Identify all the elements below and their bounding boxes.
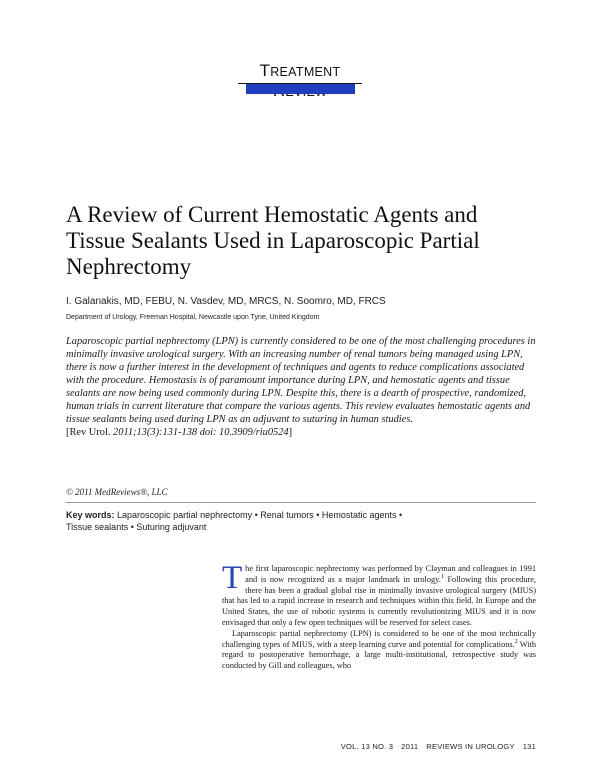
footer-journal: REVIEWS IN UROLOGY [426,742,515,751]
p2-text-b: With regard to postoperative hemorrhage, a large multi-institutional, retrospective study was conducted by Gill and colleagues, who [222,639,537,671]
page-footer [300,742,536,751]
citation-ref: 2011;13(3):131-138 doi: 10.3909/riu0524 [113,427,289,438]
keywords-list: Laparoscopic partial nephrectomy • Renal tumors • Hemostatic agents • Tissue sealants • Suturing adjuvant [66,510,403,532]
body-paragraph-1 [222,560,536,629]
p1-text-a: he first laparoscopic nephrectomy was performed by Clayman and colleagues in 1991 and is now recognized as a major landmark in urology. [245,564,536,584]
section-accent-bar [246,84,355,94]
p1-text-b: Following this procedure, there has been a gradual global rise in minimally invasive urological surgery (MIUS) that has led to a rapid increase in research and techniques within this field. In Europe and the United States, the use of robotic systems is currently revolutionizing MIUS and it is now envisaged that only a few open techniques will be reserved for select cases. [222,574,536,627]
keywords-label: Key words: [66,510,115,520]
abstract-text: Laparoscopic partial nephrectomy (LPN) is currently considered to be one of the most challenging procedures in minimally invasive urological surgery. With an increasing number of renal tumors being managed using LPN, there is now a further interest in the development of techniques and agents to reduce complications associated with the procedure. Hemostasis is of paramount importance during LPN, and hemostatic agents and tissue sealants are now being used commonly during LPN. Despite this, there is a dearth of prospective, randomized, human trials in current literature that compare the various agents. This review evaluates hemostatic agents and tissue sealants being used during LPN as an adjuvant to suturing in human studies. [66,336,536,425]
ref-1: 1 [440,574,444,581]
keywords [66,510,426,533]
ref-2: 2 [514,638,518,645]
article-body [222,560,537,672]
article-authors: I. Galanakis, MD, FEBU, N. Vasdev, MD, MRCS, N. Soomro, MD, FRCS [66,296,386,307]
section-cap-1: T [259,61,271,80]
section-rest-1: REATMENT [270,65,341,79]
page-number: 131 [522,742,536,751]
footer-volume: VOL. 13 NO. 3 [340,742,394,751]
divider [66,502,536,503]
footer-year: 2011 [401,742,419,751]
body-paragraph-2 [222,629,536,672]
section-label [240,61,360,101]
abstract [66,335,536,439]
drop-cap: T [222,560,243,596]
citation-close: ] [288,427,293,438]
citation-open: [Rev Urol. [66,427,114,438]
p2-text-a: Laparoscopic partial nephrectomy (LPN) is considered to be one of the most technically challenging types of MIUS, with a steep learning curve and potential for complications. [222,628,536,649]
copyright: © 2011 MedReviews®, LLC [66,487,168,497]
author-affiliation: Department of Urology, Freeman Hospital, Newcastle upon Tyne, United Kingdom [66,314,320,321]
article-title: A Review of Current Hemostatic Agents and Tissue Sealants Used in Laparoscopic Partial Nephrectomy [66,202,480,279]
